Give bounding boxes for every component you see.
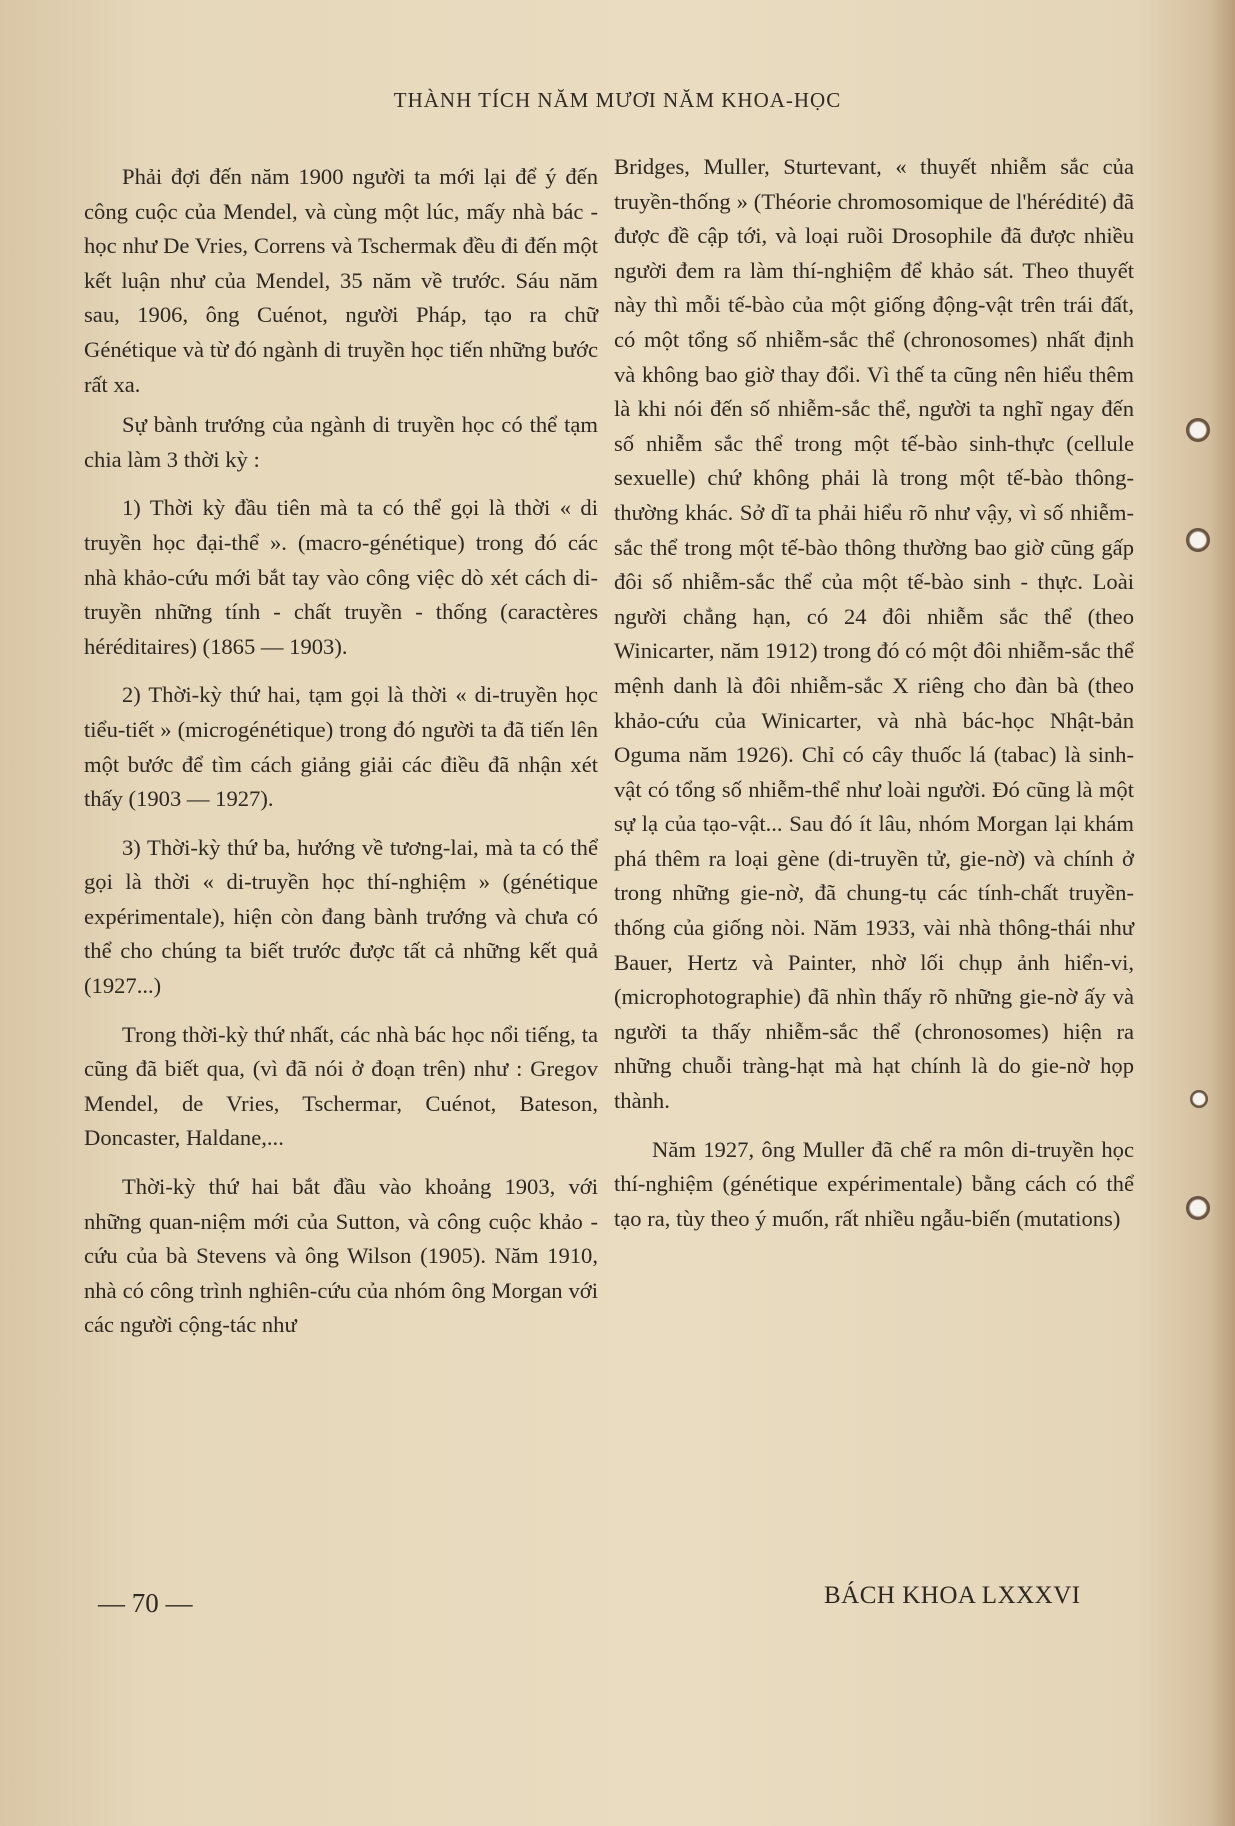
- paragraph: Bridges, Muller, Sturtevant, « thuyết nhiễm sắc của truyền-thống » (Théorie chromosomique de l'hérédité) đã được đề cập tới, và loại ruồi Drosophile đã được nhiều người đem ra làm thí-nghiệm để khảo sát. Theo thuyết này thì mỗi tế-bào của một giống động-vật trên trái đất, có một tổng số nhiễm-sắc thể (chronosomes) nhất định và không bao giờ thay đổi. Vì thế ta cũng nên hiểu thêm là khi nói đến số nhiễm-sắc thể, người ta nghĩ ngay đến số nhiễm sắc thể trong một tế-bào sinh-thực (cellule sexuelle) chứ không phải là trong một tế-bào thông-thường khác. Sở dĩ ta phải hiểu rõ như vậy, vì số nhiễm-sắc thể trong một tế-bào thông thường bao giờ cũng gấp đôi số nhiễm-sắc thể của một tế-bào sinh - thực. Loài người chẳng hạn, có 24 đôi nhiễm sắc thể (theo Winicarter, năm 1912) trong đó có một đôi nhiễm-sắc thể mệnh danh là đôi nhiễm-sắc X riêng cho đàn bà (theo khảo-cứu của Winicarter, và nhà bác-học Nhật-bản Oguma năm 1926). Chỉ có cây thuốc lá (tabac) là sinh-vật có tổng số nhiễm-thể như loài người. Đó cũng là một sự lạ của tạo-vật... Sau đó ít lâu, nhóm Morgan lại khám phá thêm ra loại gène (di-truyền tử, gie-nờ) và chính ở trong những gie-nờ, đã chung-tụ các tính-chất truyền-thống của giống nòi. Năm 1933, vài nhà thông-thái như Bauer, Hertz và Painter, nhờ lối chụp ảnh hiển-vi, (microphotographie) đã nhìn thấy rõ những gie-nờ ấy và người ta thấy nhiễm-sắc thể (chronosomes) hiện ra những chuỗi tràng-hạt mà hạt chính là do gie-nờ họp thành.: [614, 154, 1134, 1114]
- binding-hole-icon: [1186, 1196, 1210, 1220]
- paragraph: Năm 1927, ông Muller đã chế ra môn di-truyền học thí-nghiệm (génétique expérimentale) bằng cách có thể tạo ra, tùy theo ý muốn, rất nhiều ngẫu-biến (mutations): [614, 1136, 1134, 1231]
- right-column: [614, 150, 1134, 1242]
- running-header: THÀNH TÍCH NĂM MƯƠI NĂM KHOA-HỌC: [393, 88, 842, 112]
- binding-hole-icon: [1190, 1090, 1208, 1108]
- magazine-issue: BÁCH KHOA LXXXVI: [824, 1582, 1081, 1609]
- left-column: [84, 160, 598, 1349]
- paragraph: 1) Thời kỳ đầu tiên mà ta có thể gọi là thời « di truyền học đại-thể ». (macro-génétique) trong đó các nhà khảo-cứu mới bắt tay vào công việc dò xét cách di-truyền những tính - chất truyền - thống (caractères héréditaires) (1865 — 1903).: [84, 495, 598, 659]
- paragraph: Thời-kỳ thứ hai bắt đầu vào khoảng 1903, với những quan-niệm mới của Sutton, và công cuộc khảo - cứu của bà Stevens và ông Wilson (1905). Năm 1910, nhà có công trình nghiên-cứu của nhóm ông Morgan với các người cộng-tác như: [84, 1174, 598, 1338]
- binding-hole-icon: [1186, 418, 1210, 442]
- paragraph: Sự bành trướng của ngành di truyền học có thể tạm chia làm 3 thời kỳ :: [84, 412, 598, 472]
- paragraph: 2) Thời-kỳ thứ hai, tạm gọi là thời « di-truyền học tiểu-tiết » (microgénétique) trong đó người ta đã tiến lên một bước để tìm cách giảng giải các điều đã nhận xét thấy (1903 — 1927).: [84, 682, 598, 812]
- paragraph: Phải đợi đến năm 1900 người ta mới lại để ý đến công cuộc của Mendel, và cùng một lúc, mấy nhà bác - học như De Vries, Correns và Tschermak đều đi đến một kết luận như của Mendel, 35 năm về trước. Sáu năm sau, 1906, ông Cuénot, người Pháp, tạo ra chữ Génétique và từ đó ngành di truyền học tiến những bước rất xa.: [84, 164, 598, 397]
- binding-hole-icon: [1186, 528, 1210, 552]
- paragraph: 3) Thời-kỳ thứ ba, hướng về tương-lai, mà ta có thể gọi là thời « di-truyền học thí-nghiệm » (génétique expérimentale), hiện còn đang bành trướng và chưa có thể cho chúng ta biết trước được tất cả những kết quả (1927...): [84, 834, 598, 999]
- paragraph: Trong thời-kỳ thứ nhất, các nhà bác học nổi tiếng, ta cũng đã biết qua, (vì đã nói ở đoạn trên) như : Gregov Mendel, de Vries, Tschermar, Cuénot, Bateson, Doncaster, Haldane,...: [84, 1021, 598, 1151]
- page-number: — 70 —: [98, 1588, 193, 1618]
